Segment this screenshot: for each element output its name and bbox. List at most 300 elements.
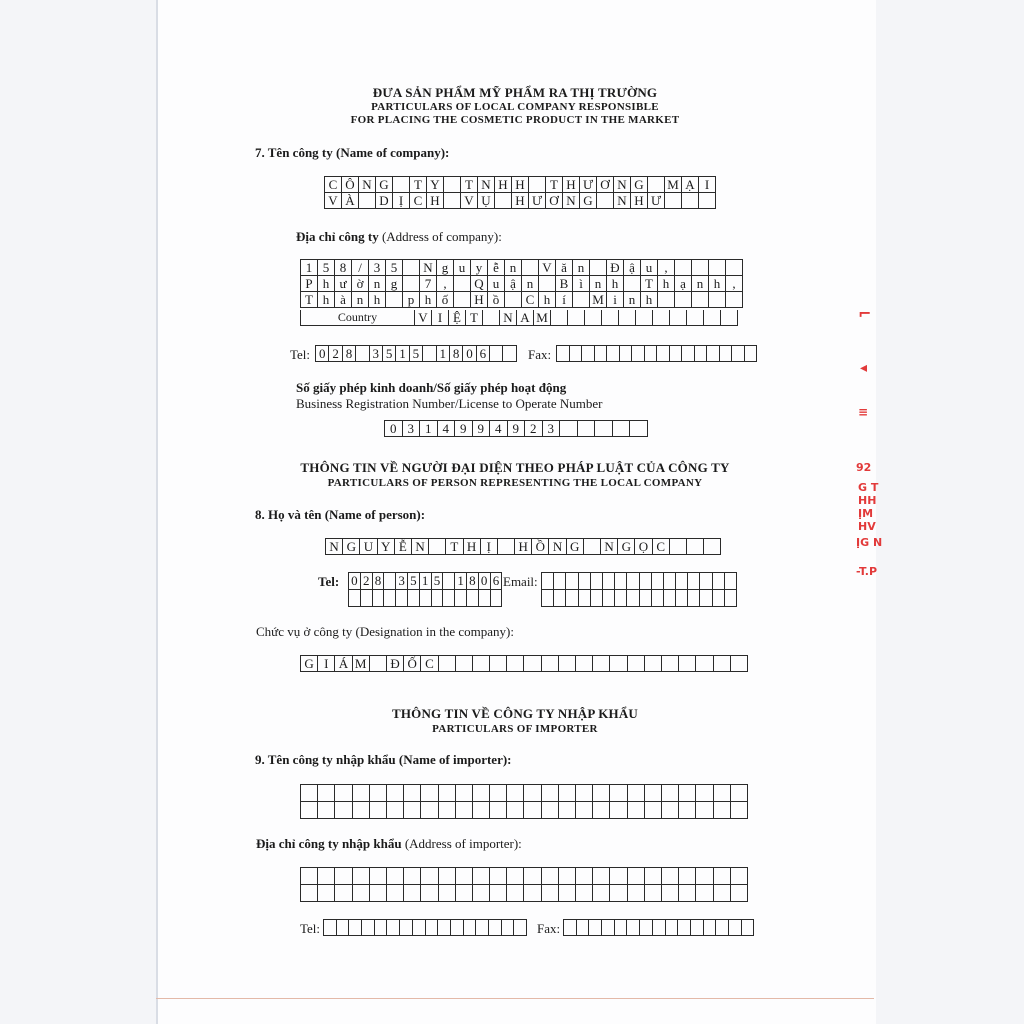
form-cell (682, 346, 695, 362)
form-cell: Ô (342, 177, 359, 193)
form-cell: C (653, 539, 670, 555)
form-cell (559, 802, 576, 819)
form-cell (542, 802, 559, 819)
form-cell (503, 346, 516, 362)
form-cell (582, 346, 595, 362)
form-cell (657, 346, 670, 362)
form-cell (720, 346, 733, 362)
form-cell: Y (378, 539, 395, 555)
form-cell (670, 310, 687, 326)
form-cell (732, 346, 745, 362)
form-cell (607, 346, 620, 362)
form-cell: à (335, 292, 352, 308)
form-cell (620, 346, 633, 362)
form-cell (615, 920, 628, 936)
form-cell: g (386, 276, 403, 292)
form-cell: 5 (386, 260, 403, 276)
form-cell (628, 802, 645, 819)
form-cell (502, 920, 515, 936)
form-cell: Ư (529, 193, 546, 209)
form-cell: D (376, 193, 393, 209)
form-cell (524, 785, 541, 802)
form-cell (370, 802, 387, 819)
form-cell (404, 802, 421, 819)
form-cell: u (641, 260, 658, 276)
form-cell: V (461, 193, 478, 209)
form-cell: ì (573, 276, 590, 292)
form-cell: G (631, 177, 648, 193)
form-cell: N (359, 177, 376, 193)
form-cell: N (500, 310, 517, 326)
form-cell: ố (437, 292, 454, 308)
form-cell (589, 920, 602, 936)
form-cell: / (352, 260, 369, 276)
form-cell: 2 (525, 421, 543, 437)
form-cell (731, 802, 748, 819)
form-cell (713, 573, 725, 590)
stamp-mark-2: ◂ (860, 360, 868, 376)
form-cell (454, 292, 471, 308)
form-cell: M (353, 656, 370, 672)
form-cell: 2 (329, 346, 342, 362)
form-cell (714, 785, 731, 802)
form-cell (560, 421, 578, 437)
form-cell (662, 656, 679, 672)
form-cell (652, 573, 664, 590)
form-cell: B (556, 276, 573, 292)
form-cell (664, 573, 676, 590)
form-cell (628, 868, 645, 885)
form-cell (542, 868, 559, 885)
form-cell: h (318, 292, 335, 308)
form-cell: ạ (675, 276, 692, 292)
form-cell (714, 802, 731, 819)
importer-address-label: Địa chỉ công ty nhập khẩu (Address of importer): (256, 836, 522, 851)
form-cell (335, 885, 352, 902)
form-cell (373, 590, 385, 607)
form-cell: 2 (361, 573, 373, 590)
form-cell (593, 656, 610, 672)
form-cell (324, 920, 337, 936)
form-cell (403, 260, 420, 276)
company-address-grid (300, 259, 743, 308)
form-cell (593, 885, 610, 902)
form-cell (593, 868, 610, 885)
form-cell: n (692, 276, 709, 292)
license-number-grid (384, 420, 648, 437)
form-cell (628, 785, 645, 802)
form-cell: n (505, 260, 522, 276)
form-cell (439, 868, 456, 885)
form-cell (619, 310, 636, 326)
form-cell (662, 785, 679, 802)
form-cell (429, 539, 446, 555)
form-cell (688, 573, 700, 590)
form-cell (610, 656, 627, 672)
form-cell: Đ (387, 656, 404, 672)
form-cell: C (325, 177, 342, 193)
form-cell: Ơ (597, 177, 614, 193)
form-cell (404, 868, 421, 885)
form-cell: I (432, 310, 449, 326)
form-cell: 9 (473, 421, 491, 437)
stamp-text-1: 92 (856, 461, 872, 474)
stamp-text-4: ỊM (858, 507, 874, 520)
form-cell (699, 193, 716, 209)
form-cell: 1 (301, 260, 318, 276)
form-cell: Ư (648, 193, 665, 209)
form-cell (610, 868, 627, 885)
form-cell (595, 346, 608, 362)
form-cell (714, 885, 731, 902)
form-cell (551, 310, 568, 326)
form-cell: , (437, 276, 454, 292)
form-cell (335, 868, 352, 885)
form-cell (464, 920, 477, 936)
form-cell (361, 590, 373, 607)
stamp-text-6: ỊG N (856, 536, 883, 549)
form-cell: N (549, 539, 566, 555)
form-cell (408, 590, 420, 607)
form-cell (542, 656, 559, 672)
form-cell (301, 785, 318, 802)
form-cell (359, 193, 376, 209)
form-cell (318, 885, 335, 902)
form-cell: 3 (403, 421, 421, 437)
form-cell (539, 276, 556, 292)
form-cell (439, 785, 456, 802)
form-cell: , (726, 276, 743, 292)
form-cell (731, 868, 748, 885)
form-cell: T (546, 177, 563, 193)
form-cell (652, 590, 664, 607)
representative-heading-en: PARTICULARS OF PERSON REPRESENTING THE LOCAL COMPANY (327, 477, 703, 489)
form-cell (688, 590, 700, 607)
stamp-text-5: HV (858, 520, 876, 533)
company-tel-label: Tel: (290, 347, 311, 362)
form-cell (467, 590, 479, 607)
form-cell: G (343, 539, 360, 555)
form-cell (679, 802, 696, 819)
form-cell: Đ (607, 260, 624, 276)
stamp-text-2: G T (858, 481, 879, 494)
form-cell: G (580, 193, 597, 209)
form-cell (610, 785, 627, 802)
form-cell: 0 (385, 421, 403, 437)
form-cell: H (427, 193, 444, 209)
stamp-text-7: -T.P (856, 565, 878, 578)
form-cell (615, 590, 627, 607)
form-cell: H (631, 193, 648, 209)
form-cell (627, 920, 640, 936)
form-cell (628, 885, 645, 902)
form-cell (559, 885, 576, 902)
form-cell (566, 590, 578, 607)
company-name-label: 7. Tên công ty (Name of company): (255, 145, 450, 160)
form-cell: A (517, 310, 534, 326)
form-cell (387, 868, 404, 885)
form-cell (507, 802, 524, 819)
form-cell (337, 920, 350, 936)
form-cell: N (614, 177, 631, 193)
form-cell (679, 656, 696, 672)
form-cell (696, 868, 713, 885)
form-cell (591, 590, 603, 607)
form-cell (443, 573, 455, 590)
form-cell (490, 868, 507, 885)
form-cell (628, 656, 645, 672)
form-cell (593, 785, 610, 802)
form-cell: H (471, 292, 488, 308)
form-cell (421, 885, 438, 902)
form-cell: 0 (349, 573, 361, 590)
form-cell (524, 802, 541, 819)
form-cell (356, 346, 369, 362)
form-cell (387, 885, 404, 902)
form-cell: ă (556, 260, 573, 276)
form-cell: Q (471, 276, 488, 292)
form-cell (393, 177, 410, 193)
form-cell (731, 785, 748, 802)
importer-tel-label: Tel: (300, 921, 321, 936)
form-cell: 5 (408, 573, 420, 590)
form-cell: u (488, 276, 505, 292)
form-cell (645, 346, 658, 362)
form-cell (490, 656, 507, 672)
form-cell (524, 885, 541, 902)
form-cell: i (607, 292, 624, 308)
form-cell (353, 885, 370, 902)
representative-heading-vi: THÔNG TIN VỀ NGƯỜI ĐẠI DIỆN THEO PHÁP LUẬT CỦA CÔNG TY (300, 460, 730, 475)
form-cell: 8 (467, 573, 479, 590)
form-cell (439, 885, 456, 902)
form-cell: N (326, 539, 343, 555)
form-cell: N (614, 193, 631, 209)
form-cell (387, 920, 400, 936)
form-cell (400, 920, 413, 936)
form-cell (576, 868, 593, 885)
importer-fax-grid (563, 919, 754, 936)
designation-grid (300, 655, 748, 672)
form-cell (318, 802, 335, 819)
form-cell (579, 590, 591, 607)
importer-fax-label: Fax: (537, 921, 561, 936)
form-cell: 8 (335, 260, 352, 276)
form-cell (602, 920, 615, 936)
form-cell (726, 292, 743, 308)
form-cell: 9 (455, 421, 473, 437)
form-cell: T (301, 292, 318, 308)
form-cell (421, 785, 438, 802)
form-cell (542, 573, 554, 590)
form-cell: 1 (455, 573, 467, 590)
person-tel-grid (348, 572, 502, 607)
form-cell (640, 573, 652, 590)
form-cell (627, 590, 639, 607)
person-email-label: Email: (503, 574, 538, 589)
form-cell (632, 346, 645, 362)
form-cell (695, 346, 708, 362)
form-cell (679, 885, 696, 902)
form-cell (439, 656, 456, 672)
form-cell (696, 656, 713, 672)
form-cell: n (624, 292, 641, 308)
form-cell (579, 573, 591, 590)
form-cell (554, 573, 566, 590)
form-cell (640, 590, 652, 607)
company-tel-grid (315, 345, 517, 362)
form-cell: h (658, 276, 675, 292)
form-cell (439, 802, 456, 819)
form-cell (570, 346, 583, 362)
form-cell: h (607, 276, 624, 292)
form-cell: H (515, 539, 532, 555)
form-cell (438, 920, 451, 936)
page-bottom-rule (156, 998, 874, 999)
form-cell: P (301, 276, 318, 292)
form-cell: M (534, 310, 551, 326)
form-cell: H (512, 177, 529, 193)
form-cell: Ọ (635, 539, 652, 555)
form-cell: N (412, 539, 429, 555)
form-cell: p (403, 292, 420, 308)
form-cell (700, 573, 712, 590)
form-cell (426, 920, 439, 936)
form-cell: ậ (505, 276, 522, 292)
form-cell (700, 590, 712, 607)
form-cell (597, 193, 614, 209)
form-cell: G (567, 539, 584, 555)
form-cell: ậ (624, 260, 641, 276)
form-cell (653, 920, 666, 936)
form-cell (682, 193, 699, 209)
form-cell (432, 590, 444, 607)
form-cell (490, 802, 507, 819)
form-cell: 8 (343, 346, 356, 362)
form-cell (610, 885, 627, 902)
form-cell: u (454, 260, 471, 276)
importer-address-grid (300, 867, 748, 902)
form-cell: G (618, 539, 635, 555)
form-cell (707, 346, 720, 362)
form-cell (615, 573, 627, 590)
form-cell: 0 (463, 346, 476, 362)
form-cell (456, 656, 473, 672)
form-cell: M (590, 292, 607, 308)
form-cell (645, 785, 662, 802)
form-cell (593, 802, 610, 819)
form-cell (489, 920, 502, 936)
form-cell: C (421, 656, 438, 672)
form-cell (443, 590, 455, 607)
form-cell (729, 920, 742, 936)
form-cell (421, 802, 438, 819)
form-cell (687, 310, 704, 326)
form-cell (696, 785, 713, 802)
form-cell (456, 868, 473, 885)
form-cell (507, 785, 524, 802)
form-cell (384, 573, 396, 590)
form-cell: U (360, 539, 377, 555)
stamp-text-3: HH (858, 494, 877, 507)
form-cell (387, 785, 404, 802)
form-cell: ễ (488, 260, 505, 276)
form-cell (318, 868, 335, 885)
form-cell (490, 346, 503, 362)
form-cell (387, 802, 404, 819)
form-cell: 3 (396, 573, 408, 590)
form-cell: 0 (479, 573, 491, 590)
form-cell (704, 920, 717, 936)
form-cell: H (464, 539, 481, 555)
form-cell (542, 785, 559, 802)
form-cell: n (522, 276, 539, 292)
person-tel-label: Tel: (318, 574, 340, 589)
form-cell: C (522, 292, 539, 308)
form-cell (602, 310, 619, 326)
form-cell (473, 656, 490, 672)
person-name-grid (325, 538, 721, 555)
form-cell (745, 346, 758, 362)
form-cell (451, 920, 464, 936)
form-cell: H (512, 193, 529, 209)
form-title-en-line2: FOR PLACING THE COSMETIC PRODUCT IN THE MARKET (350, 114, 680, 126)
form-cell (591, 573, 603, 590)
form-cell (557, 346, 570, 362)
form-cell (627, 573, 639, 590)
importer-name-label: 9. Tên công ty nhập khẩu (Name of importer): (255, 752, 512, 767)
form-cell: C (410, 193, 427, 209)
form-cell (318, 785, 335, 802)
form-cell (370, 785, 387, 802)
form-cell (713, 590, 725, 607)
form-cell (679, 868, 696, 885)
form-cell (386, 292, 403, 308)
form-cell (725, 573, 737, 590)
form-cell (678, 920, 691, 936)
form-cell (696, 802, 713, 819)
form-cell (666, 920, 679, 936)
form-cell: N (563, 193, 580, 209)
form-cell (687, 539, 704, 555)
form-cell: T (466, 310, 483, 326)
form-cell (522, 260, 539, 276)
form-cell (554, 590, 566, 607)
form-cell (559, 656, 576, 672)
form-cell (725, 590, 737, 607)
form-cell: í (556, 292, 573, 308)
form-cell (375, 920, 388, 936)
form-cell (559, 785, 576, 802)
form-cell (444, 177, 461, 193)
form-cell (456, 885, 473, 902)
form-cell: 1 (420, 573, 432, 590)
form-cell (645, 656, 662, 672)
form-cell: Ễ (395, 539, 412, 555)
importer-name-grid (300, 784, 748, 819)
importer-heading-vi: THÔNG TIN VỀ CÔNG TY NHẬP KHẨU (391, 706, 639, 721)
form-cell (349, 590, 361, 607)
form-cell (507, 868, 524, 885)
form-cell: Ố (404, 656, 421, 672)
form-cell: V (539, 260, 556, 276)
form-cell (507, 656, 524, 672)
form-cell: n (352, 292, 369, 308)
form-cell (542, 885, 559, 902)
form-cell (473, 785, 490, 802)
form-cell: T (461, 177, 478, 193)
form-title-vi: ĐƯA SẢN PHẨM MỸ PHẨM RA THỊ TRƯỜNG (372, 85, 658, 100)
